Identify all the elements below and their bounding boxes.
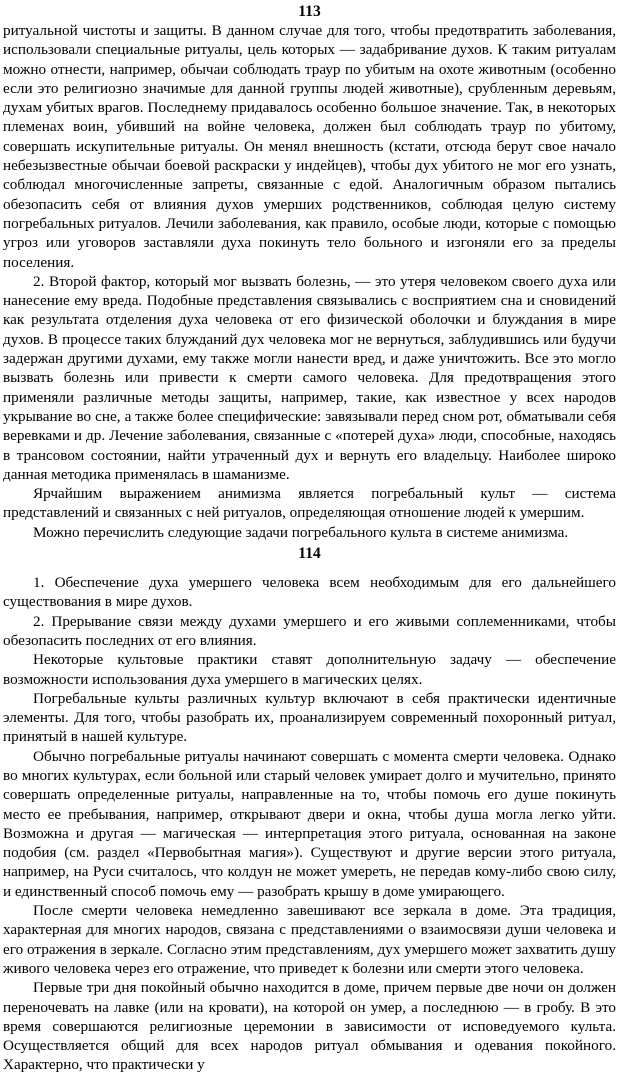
paragraph-mirrors: После смерти человека немедленно завешивают все зеркала в доме. Эта традиция, характерная для многих народов, связана с представлениями о взаимосвязи души человека и его отражения в зеркале. Согласно этим представлениям, дух умершего может захватить душу живого человека через его отражение, что приведет к болезни или смерти этого человека.: [3, 902, 616, 977]
page-number-113: 113: [298, 3, 321, 20]
paragraph-task-2: 2. Прерывание связи между духами умершего и его живыми соплеменниками, чтобы обезопасить последних от его влияния.: [3, 612, 616, 649]
paragraph-task-1: 1. Обеспечение духа умершего человека всем необходимым для его дальнейшего существования в мире духов.: [3, 574, 616, 611]
paragraph-funeral-elements: Погребальные культы различных культур включают в себя практически идентичные элементы. Для того, чтобы разобрать их, проанализируем современный похоронный ритуал, принятый в нашей культуре.: [3, 689, 616, 746]
paragraph-additional-task: Некоторые культовые практики ставят дополнительную задачу — обеспечение возможности использования духа умершего в магических целях.: [3, 651, 616, 688]
page-number-114: 114: [298, 545, 321, 563]
paragraph-ritual-purity: ритуальной чистоты и защиты. В данном случае для того, чтобы предотвратить заболевания, использовали специальные ритуалы, цель которых — задабривание духов. К таким ритуалам можно отнести, например, обычаи соблюдать траур по убитым на охоте животным (особенно если это религиозно значимые для данной группы людей животные), срубленным деревьям, духам убитых врагов. Последнему придавалось особенно большое значение. Так, в некоторых племенах воин, убивший на войне человека, должен был соблюдать траур по убитому, совершать искупительные ритуалы. Он менял внешность (кстати, отсюда берут свое начало небезызвестные обычаи боевой раскраски у индейцев), чтобы дух убитого не мог его узнать, соблюдал многочисленные запреты, связанные с едой. Аналогичным образом пытались обезопасить себя от влияния духов умерших родственников, соблюдая целую систему погребальных ритуалов. Лечили заболевания, как правило, особые люди, которые с помощью угроз или уговоров заставляли духа покинуть тело больного и изгоняли его за пределы поселения.: [3, 22, 616, 271]
paragraph-moment-of-death: Обычно погребальные ритуалы начинают совершать с момента смерти человека. Однако во многих культурах, если больной или старый человек умирает долго и мучительно, принято совершать определенные ритуалы, направленные на то, чтобы помочь его душе покинуть место ее пребывания, например, открывают двери и окна, чтобы душа могла легко уйти. Возможна и другая — магическая — интерпретация этого ритуала, основанная на законе подобия (см. раздел «Первобытная магия»). Существуют и другие версии этого ритуала, например, на Руси считалось, что колдун не может умереть, не передав кому-либо свою силу, и единственный способ помочь ему — разобрать крышу в доме умирающего.: [3, 747, 616, 900]
paragraph-tasks-intro: Можно перечислить следующие задачи погребального культа в системе анимизма.: [33, 523, 569, 541]
paragraph-second-factor: 2. Второй фактор, который мог вызвать болезнь, — это утеря человеком своего духа или нанесение ему вреда. Подобные представления связывались с восприятием сна и сновидений как результата отделения духа человека от его физической оболочки и блуждания в мире духов. В процессе таких блужданий дух человека мог не вернуться, заблудившись или будучи задержан другими духами, ему также могли нанести вред, и даже уничтожить. Все это могло вызвать болезнь или привести к смерти самого человека. Для предотвращения этого применяли различные методы защиты, например, такие, как известное у всех народов укрывание во сне, а также более специфические: завязывали перед сном рот, обматывали себя веревками и др. Лечение заболевания, связанные с «потерей духа» люди, способные, находясь в трансовом состоянии, найти утраченный дух и вернуть его владельцу. Наиболее широко данная методика применялась в шаманизме.: [3, 272, 616, 483]
paragraph-funeral-cult: Ярчайшим выражением анимизма является погребальный культ — система представлений и связанных с ней ритуалов, определяющая отношение людей к умершим.: [3, 485, 616, 522]
paragraph-three-days: Первые три дня покойный обычно находится в доме, причем первые две ночи он должен переночевать на лавке (или на кровати), на которой он умер, а последнюю — в гробу. В это время совершаются религиозные церемонии в зависимости от исповедуемого культа. Осуществляется общий для всех народов ритуал обмывания и одевания покойного. Характерно, что практически у: [3, 979, 616, 1074]
